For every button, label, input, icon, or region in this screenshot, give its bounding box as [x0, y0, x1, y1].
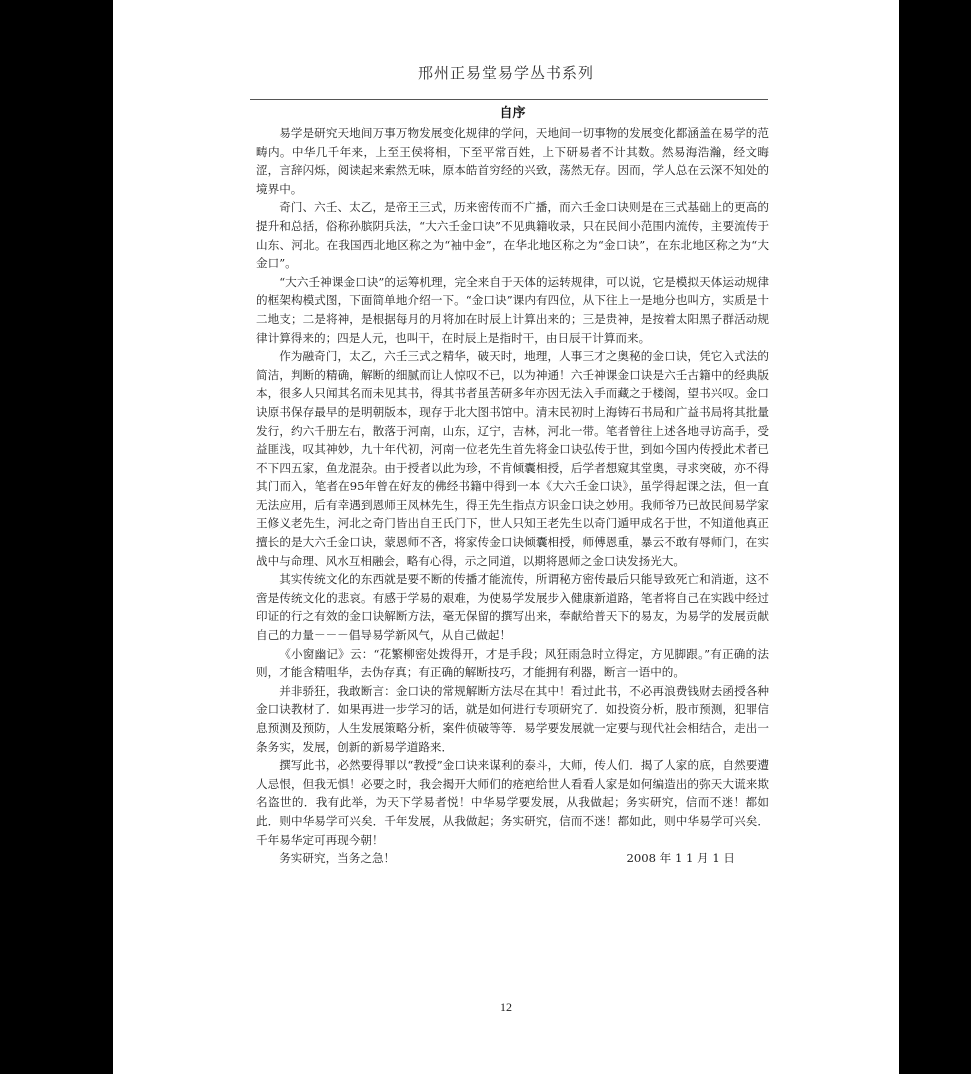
paragraph: 撰写此书，必然要得罪以“教授”金口诀来谋利的泰斗，大师，传人们．揭了人家的底，自然要遭人忌恨，但我无惧！必要之时，我会揭开大师们的疮疤给世人看看人家是如何编造出的弥天大谎来欺名盗世的．我有此举，为天下学易者悦！中华易学要发展，从我做起；务实研究，信而不迷！都如此．则中华易学可兴矣．千年发展，从我做起；务实研究，信而不迷！都如此，则中华易学可兴矣．千年易华定可再现今朝！ [256, 758, 769, 847]
document-body [256, 104, 769, 868]
paragraph: 并非骄狂，我敢断言：金口诀的常规解断方法尽在其中！看过此书，不必再浪费钱财去函授各种金口诀教材了．如果再进一步学习的话，就是如何进行专项研究了．如投资分析，股市预测，犯罪信息预测及预防，人生发展策略分析，案件侦破等等．易学要发展就一定要与现代社会相结合，走出一条务实，发展，创新的新易学道路来． [256, 683, 769, 754]
header-rule [250, 99, 768, 100]
document-page [113, 0, 899, 1074]
paragraph: 易学是研究天地间万事万物发展变化规律的学问，天地间一切事物的发展变化都涵盖在易学的范畴内。中华几千年来，上至王侯将相，下至平常百姓，上下研易者不计其数。然易海浩瀚，经文晦涩，言辞闪烁，阅读起来索然无味，原本皓首穷经的兴致，荡然无存。因而，学人总在云深不知处的境界中。 [256, 126, 769, 196]
paragraph: 奇门、六壬、太乙，是帝王三式，历来密传而不广播，而六壬金口诀则是在三式基础上的更高的提升和总括，俗称孙膑阴兵法，“大六壬金口诀”不见典籍收录，只在民间小范围内流传，主要流传于山东、河北。在我国西北地区称之为“袖中金”，在华北地区称之为“金口诀”，在东北地区称之为“大金口”。 [256, 200, 769, 271]
closing-date: 2008 年 1 1 月 1 日 [626, 851, 735, 866]
paragraph: 《小窗幽记》云：“花繁柳密处拨得开，才是手段；风狂雨急时立得定，方见脚跟。”有正确的法则，才能含精咀华，去伪存真；有正确的解断技巧，才能拥有利器，断言一语中的。 [256, 646, 769, 680]
closing-motto: 务实研究，当务之急！ [279, 851, 396, 866]
series-title: 邢州正易堂易学丛书系列 [417, 64, 594, 82]
preface-heading: 自序 [499, 106, 526, 121]
paragraph: 其实传统文化的东西就是要不断的传播才能流传，所谓秘方密传最后只能导致死亡和消逝，这不啻是传统文化的悲哀。有感于学易的艰难，为使易学发展步入健康新道路，笔者将自己在实践中经过印证的行之有效的金口诀解断方法，毫无保留的撰写出来，奉献给普天下的易友，为易学的发展贡献自己的力量－－－倡导易学新风气，从自己做起！ [256, 572, 769, 643]
closing-line [256, 849, 769, 868]
paragraph: 作为融奇门，太乙，六壬三式之精华，破天时，地理，人事三才之奥秘的金口诀，凭它入式法的简洁，判断的精确，解断的细腻而让人惊叹不已，以为神通！六壬神课金口诀是六壬古籍中的经典版本，很多人只闻其名而未见其书，得其书者虽苦研多年亦因无法入手而藏之于楼阁，望书兴叹。金口诀原书保存最早的是明朝版本，现存于北大图书馆中。清末民初时上海铸石书局和广益书局将其批量发行，约六千册左右，散落于河南，山东，辽宁，吉林，河北一带。笔者曾往上述各地寻访高手，受益匪浅，叹其神妙，九十年代初，河南一位老先生首先将金口诀弘传于世，到如今国内传授此术者已不下四五家，鱼龙混杂。由于授者以此为珍，不肯倾囊相授，后学者想窥其堂奥，寻求突破，亦不得其门而入，笔者在95年曾在好友的佛经书籍中得到一本《大六壬金口诀》，虽学得起课之法，但一直无法应用，后有幸遇到恩师王凤林先生，得王先生指点方识金口诀之妙用。我师爷乃已故民间易学家王修义老先生，河北之奇门皆出自王氏门下，世人只知王老先生以奇门遁甲成名于世，不知道他真正擅长的是大六壬金口诀，蒙恩师不吝，将家传金口诀倾囊相授，师傅恩重，暴云不敢有辱师门，在实战中与命理、风水互相融会，略有心得，示之同道，以期将恩师之金口诀发扬光大。 [256, 349, 769, 568]
paragraph: “大六壬神课金口诀”的运筹机理，完全来自于天体的运转规律，可以说，它是模拟天体运动规律的框架构模式图，下面简单地介绍一下。“金口诀”课内有四位，从下往上一是地分也叫方，实质是十二地支；二是将神，是根据每月的月将加在时辰上计算出来的；三是贵神，是按着太阳黑子群活动规律计算得来的；四是人元，也叫干，在时辰上是指时干，由日辰干计算而来。 [256, 274, 769, 345]
page-number: 12 [500, 1000, 512, 1014]
